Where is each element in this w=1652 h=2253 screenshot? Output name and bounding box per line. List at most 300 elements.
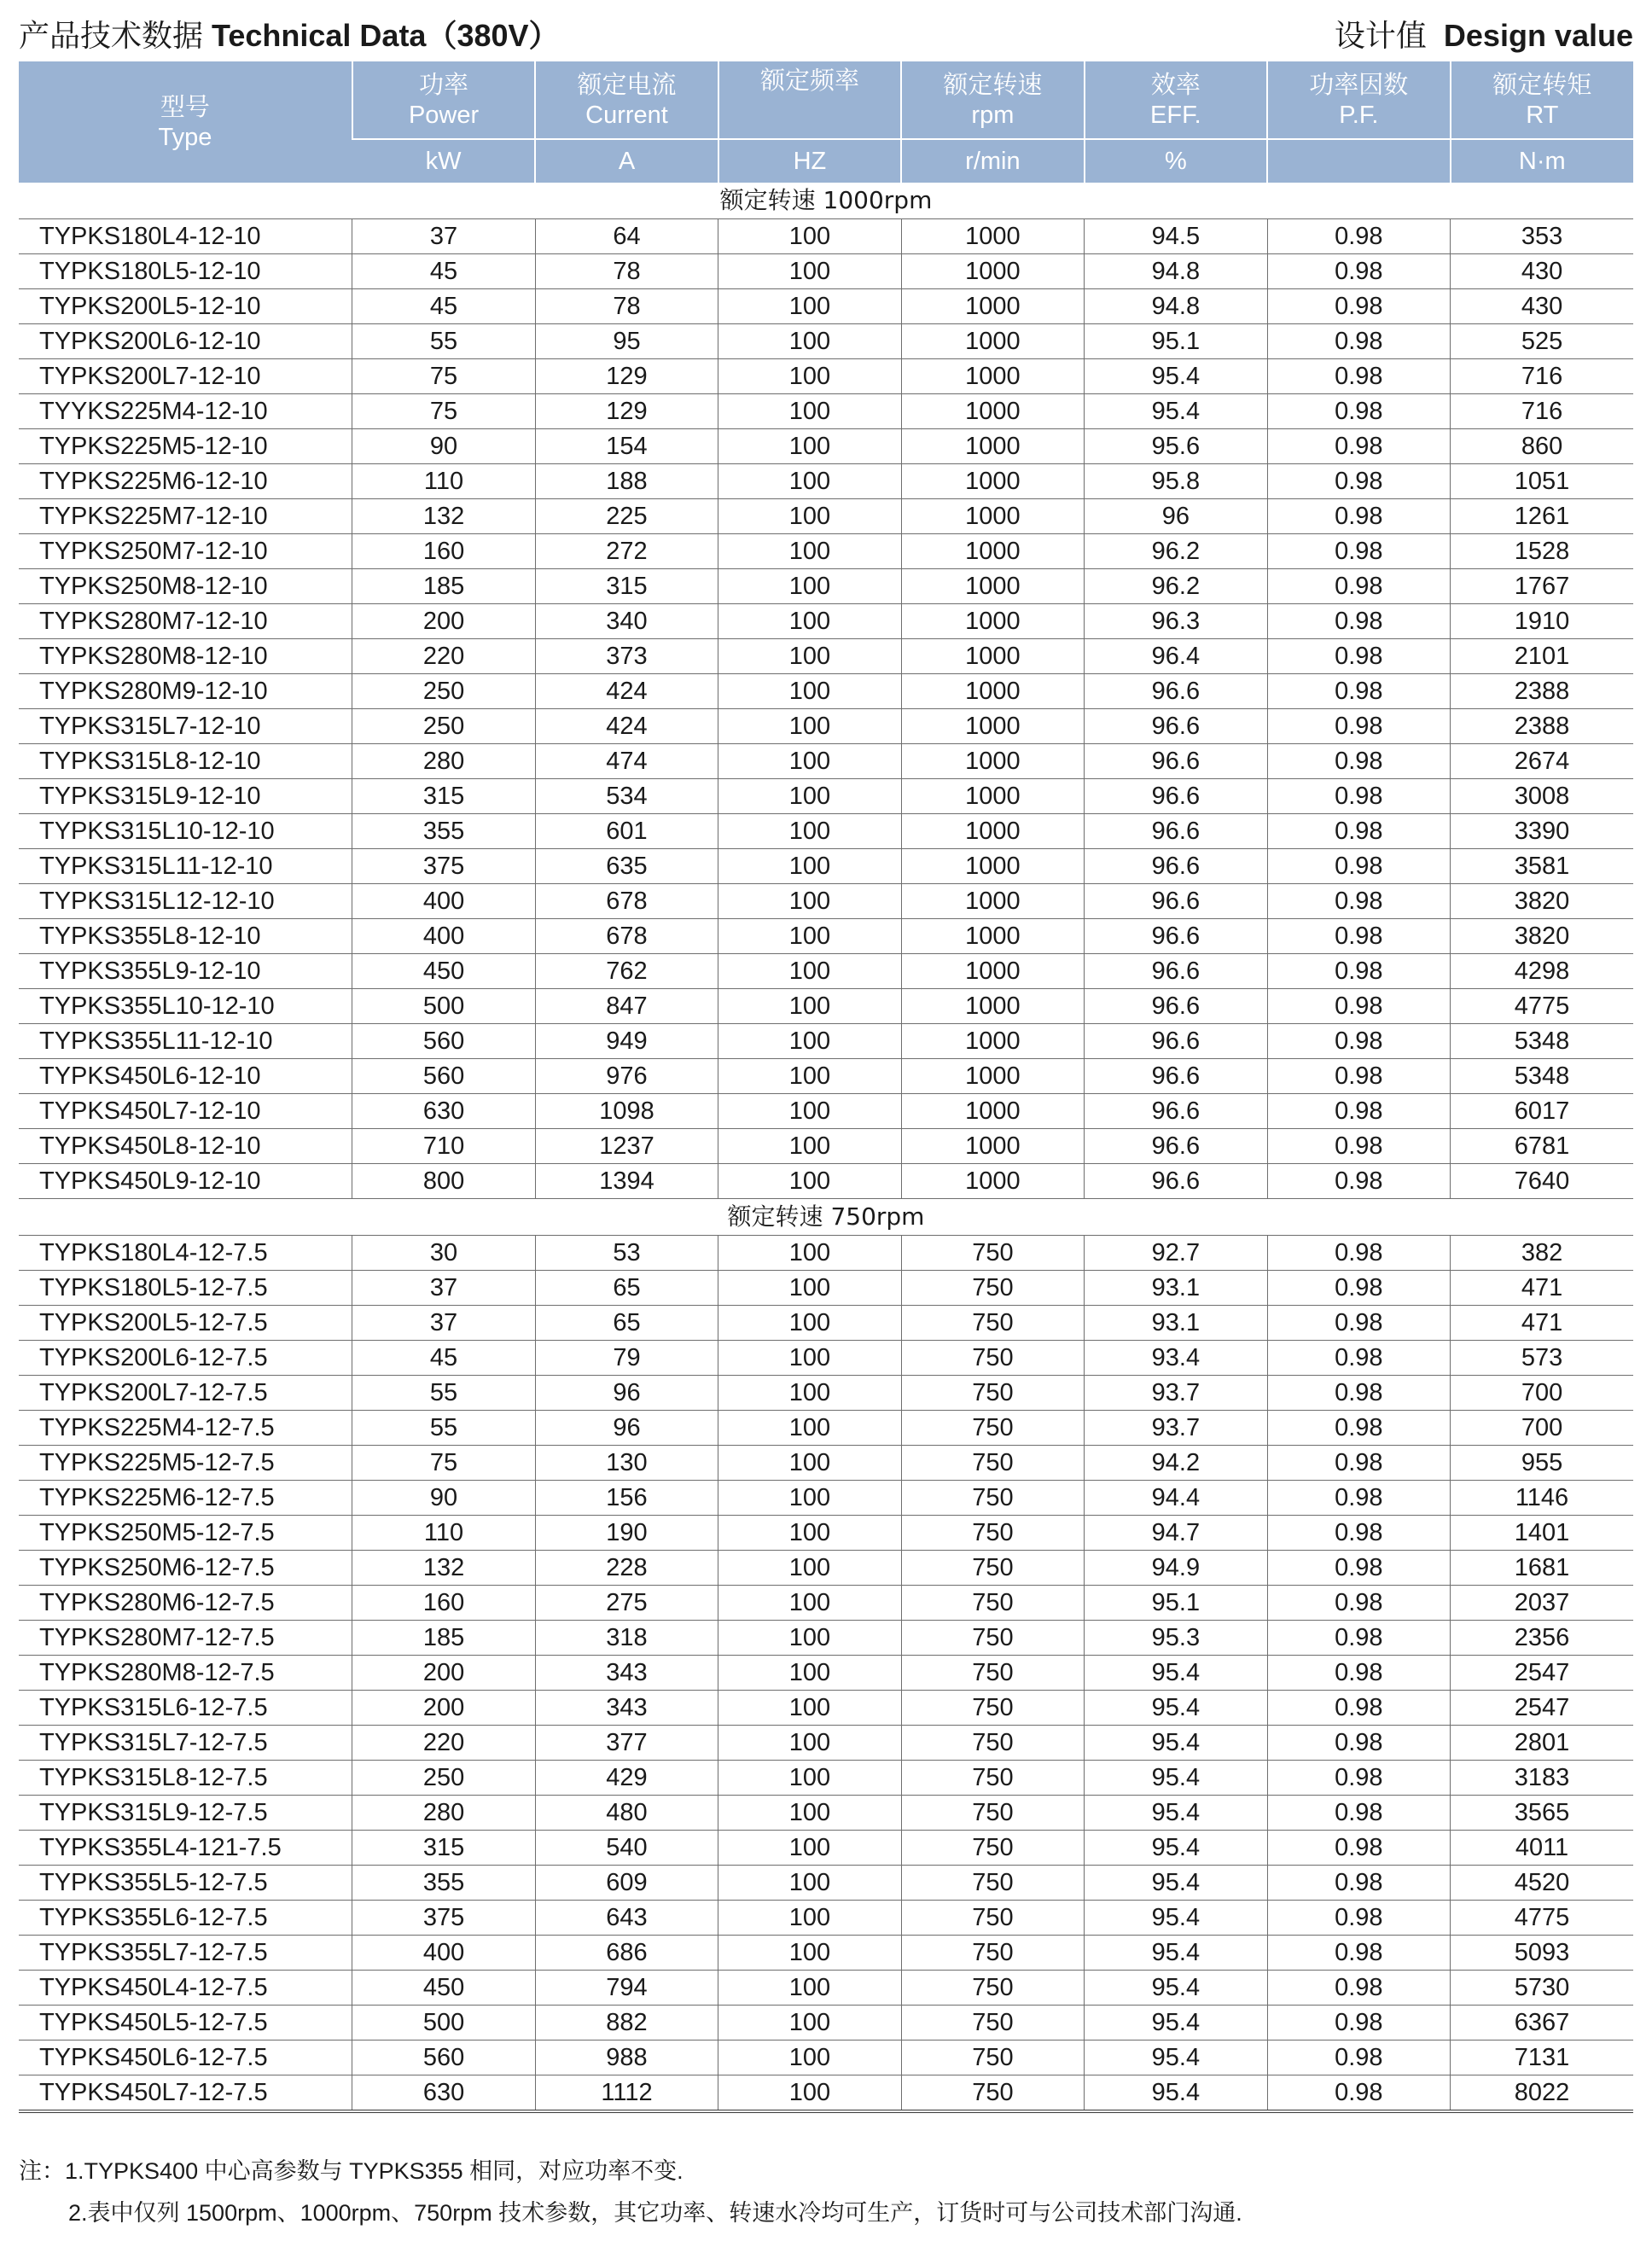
type-cell: TYPKS450L6-12-10 — [19, 1059, 352, 1094]
type-cell: TYPKS315L9-12-7.5 — [19, 1796, 352, 1831]
value-cell: 100 — [718, 954, 901, 989]
table-row — [19, 324, 1633, 359]
type-cell: TYPKS250M5-12-7.5 — [19, 1516, 352, 1551]
value-cell: 3390 — [1451, 814, 1633, 849]
table-row — [19, 1306, 1633, 1341]
table-row — [19, 464, 1633, 499]
value-cell: 100 — [718, 1271, 901, 1306]
value-cell: 100 — [718, 1164, 901, 1199]
value-cell: 96.2 — [1085, 534, 1267, 569]
value-cell: 94.2 — [1085, 1446, 1267, 1481]
value-cell: 225 — [535, 499, 718, 534]
note-1: 注：1.TYPKS400 中心高参数与 TYPKS355 相同，对应功率不变. — [19, 2158, 683, 2185]
value-cell: 1000 — [901, 1164, 1084, 1199]
value-cell: 1000 — [901, 534, 1084, 569]
value-cell: 95.8 — [1085, 464, 1267, 499]
value-cell: 424 — [535, 709, 718, 744]
value-cell: 0.98 — [1267, 499, 1450, 534]
value-cell: 2547 — [1451, 1656, 1633, 1691]
value-cell: 93.1 — [1085, 1271, 1267, 1306]
value-cell: 96.6 — [1085, 1129, 1267, 1164]
type-cell: TYPKS225M6-12-7.5 — [19, 1481, 352, 1516]
value-cell: 430 — [1451, 254, 1633, 289]
value-cell: 0.98 — [1267, 1446, 1450, 1481]
table-row — [19, 219, 1633, 254]
value-cell: 96.6 — [1085, 814, 1267, 849]
table-row — [19, 919, 1633, 954]
table-row — [19, 744, 1633, 779]
value-cell: 3183 — [1451, 1761, 1633, 1796]
table-row — [19, 779, 1633, 814]
value-cell: 100 — [718, 2075, 901, 2112]
value-cell: 3565 — [1451, 1796, 1633, 1831]
table-row — [19, 1481, 1633, 1516]
value-cell: 750 — [901, 1866, 1084, 1901]
value-cell: 95.4 — [1085, 1936, 1267, 1971]
value-cell: 750 — [901, 1411, 1084, 1446]
header-efficiency: 效率 EFF. — [1085, 61, 1267, 139]
value-cell: 55 — [352, 324, 535, 359]
value-cell: 96.6 — [1085, 1059, 1267, 1094]
value-cell: 100 — [718, 1971, 901, 2006]
value-cell: 750 — [901, 2075, 1084, 2112]
value-cell: 93.7 — [1085, 1376, 1267, 1411]
value-cell: 2674 — [1451, 744, 1633, 779]
value-cell: 0.98 — [1267, 534, 1450, 569]
value-cell: 630 — [352, 2075, 535, 2112]
footnotes — [19, 2151, 1242, 2233]
type-cell: TYPKS200L6-12-10 — [19, 324, 352, 359]
value-cell: 0.98 — [1267, 1936, 1450, 1971]
type-cell: TYPKS450L5-12-7.5 — [19, 2006, 352, 2041]
value-cell: 0.98 — [1267, 1376, 1450, 1411]
value-cell: 6367 — [1451, 2006, 1633, 2041]
value-cell: 100 — [718, 1866, 901, 1901]
type-cell: TYPKS280M6-12-7.5 — [19, 1586, 352, 1621]
value-cell: 100 — [718, 1586, 901, 1621]
value-cell: 100 — [718, 884, 901, 919]
value-cell: 1000 — [901, 779, 1084, 814]
value-cell: 1000 — [901, 639, 1084, 674]
type-cell: TYPKS200L5-12-10 — [19, 289, 352, 324]
value-cell: 200 — [352, 1691, 535, 1726]
value-cell: 200 — [352, 1656, 535, 1691]
type-cell: TYPKS280M7-12-7.5 — [19, 1621, 352, 1656]
value-cell: 100 — [718, 569, 901, 604]
table-row — [19, 499, 1633, 534]
value-cell: 750 — [901, 1796, 1084, 1831]
type-cell: TYPKS315L11-12-10 — [19, 849, 352, 884]
value-cell: 860 — [1451, 429, 1633, 464]
value-cell: 4298 — [1451, 954, 1633, 989]
value-cell: 560 — [352, 1024, 535, 1059]
value-cell: 1000 — [901, 429, 1084, 464]
table-row — [19, 1164, 1633, 1199]
value-cell: 185 — [352, 1621, 535, 1656]
value-cell: 95.4 — [1085, 1796, 1267, 1831]
value-cell: 0.98 — [1267, 359, 1450, 394]
value-cell: 100 — [718, 1236, 901, 1271]
value-cell: 1146 — [1451, 1481, 1633, 1516]
value-cell: 100 — [718, 1761, 901, 1796]
value-cell: 643 — [535, 1901, 718, 1936]
value-cell: 94.9 — [1085, 1551, 1267, 1586]
value-cell: 95.4 — [1085, 1656, 1267, 1691]
type-cell: TYPKS355L4-121-7.5 — [19, 1831, 352, 1866]
value-cell: 1261 — [1451, 499, 1633, 534]
type-cell: TYPKS315L10-12-10 — [19, 814, 352, 849]
value-cell: 1401 — [1451, 1516, 1633, 1551]
value-cell: 0.98 — [1267, 1691, 1450, 1726]
value-cell: 100 — [718, 429, 901, 464]
unit-power: kW — [352, 139, 535, 183]
section-row — [19, 1199, 1633, 1236]
value-cell: 560 — [352, 2041, 535, 2075]
value-cell: 1098 — [535, 1094, 718, 1129]
value-cell: 0.98 — [1267, 1236, 1450, 1271]
value-cell: 1000 — [901, 219, 1084, 254]
table-row — [19, 1271, 1633, 1306]
value-cell: 7131 — [1451, 2041, 1633, 2075]
value-cell: 53 — [535, 1236, 718, 1271]
value-cell: 156 — [535, 1481, 718, 1516]
type-cell: TYPKS315L8-12-7.5 — [19, 1761, 352, 1796]
value-cell: 92.7 — [1085, 1236, 1267, 1271]
value-cell: 710 — [352, 1129, 535, 1164]
value-cell: 96.2 — [1085, 569, 1267, 604]
value-cell: 4775 — [1451, 1901, 1633, 1936]
table-row — [19, 2006, 1633, 2041]
value-cell: 100 — [718, 639, 901, 674]
value-cell: 100 — [718, 2006, 901, 2041]
value-cell: 750 — [901, 1271, 1084, 1306]
value-cell: 100 — [718, 1516, 901, 1551]
type-cell: TYPKS450L6-12-7.5 — [19, 2041, 352, 2075]
value-cell: 450 — [352, 954, 535, 989]
value-cell: 750 — [901, 1831, 1084, 1866]
value-cell: 250 — [352, 709, 535, 744]
value-cell: 79 — [535, 1341, 718, 1376]
table-row — [19, 289, 1633, 324]
value-cell: 678 — [535, 919, 718, 954]
value-cell: 95.4 — [1085, 1761, 1267, 1796]
value-cell: 55 — [352, 1411, 535, 1446]
value-cell: 794 — [535, 1971, 718, 2006]
value-cell: 0.98 — [1267, 1306, 1450, 1341]
value-cell: 1000 — [901, 954, 1084, 989]
type-cell: TYPKS200L5-12-7.5 — [19, 1306, 352, 1341]
table-row — [19, 1094, 1633, 1129]
table-row — [19, 1376, 1633, 1411]
value-cell: 7640 — [1451, 1164, 1633, 1199]
value-cell: 343 — [535, 1691, 718, 1726]
value-cell: 100 — [718, 1726, 901, 1761]
value-cell: 1051 — [1451, 464, 1633, 499]
unit-current: A — [535, 139, 718, 183]
value-cell: 0.98 — [1267, 1129, 1450, 1164]
value-cell: 424 — [535, 674, 718, 709]
value-cell: 0.98 — [1267, 989, 1450, 1024]
value-cell: 5348 — [1451, 1059, 1633, 1094]
value-cell: 132 — [352, 499, 535, 534]
value-cell: 100 — [718, 1306, 901, 1341]
type-cell: TYPKS180L5-12-10 — [19, 254, 352, 289]
title-en: Technical Data（380V） — [212, 18, 560, 53]
value-cell: 315 — [535, 569, 718, 604]
value-cell: 228 — [535, 1551, 718, 1586]
table-row — [19, 1656, 1633, 1691]
value-cell: 100 — [718, 1831, 901, 1866]
type-cell: TYPKS315L9-12-10 — [19, 779, 352, 814]
value-cell: 100 — [718, 709, 901, 744]
value-cell: 132 — [352, 1551, 535, 1586]
table-row — [19, 1866, 1633, 1901]
value-cell: 37 — [352, 219, 535, 254]
value-cell: 429 — [535, 1761, 718, 1796]
value-cell: 110 — [352, 464, 535, 499]
value-cell: 95.4 — [1085, 2075, 1267, 2112]
value-cell: 0.98 — [1267, 1901, 1450, 1936]
value-cell: 750 — [901, 1621, 1084, 1656]
value-cell: 100 — [718, 394, 901, 429]
value-cell: 847 — [535, 989, 718, 1024]
value-cell: 1000 — [901, 1129, 1084, 1164]
value-cell: 100 — [718, 1936, 901, 1971]
value-cell: 1000 — [901, 744, 1084, 779]
type-cell: TYPKS355L11-12-10 — [19, 1024, 352, 1059]
value-cell: 6017 — [1451, 1094, 1633, 1129]
table-row — [19, 1236, 1633, 1271]
value-cell: 129 — [535, 359, 718, 394]
value-cell: 200 — [352, 604, 535, 639]
value-cell: 750 — [901, 1691, 1084, 1726]
value-cell: 0.98 — [1267, 1271, 1450, 1306]
value-cell: 95.4 — [1085, 1866, 1267, 1901]
value-cell: 750 — [901, 1586, 1084, 1621]
table-row — [19, 1691, 1633, 1726]
value-cell: 190 — [535, 1516, 718, 1551]
table-row — [19, 429, 1633, 464]
value-cell: 0.98 — [1267, 464, 1450, 499]
value-cell: 471 — [1451, 1306, 1633, 1341]
value-cell: 93.4 — [1085, 1341, 1267, 1376]
value-cell: 988 — [535, 2041, 718, 2075]
value-cell: 95.4 — [1085, 359, 1267, 394]
table-row — [19, 1621, 1633, 1656]
table-header — [19, 61, 1633, 183]
value-cell: 1000 — [901, 919, 1084, 954]
value-cell: 1112 — [535, 2075, 718, 2112]
value-cell: 716 — [1451, 359, 1633, 394]
note-2: 2.表中仅列 1500rpm、1000rpm、750rpm 技术参数，其它功率、转速水冷均可生产，订货时可与公司技术部门沟通. — [68, 2200, 1242, 2226]
value-cell: 716 — [1451, 394, 1633, 429]
value-cell: 95.4 — [1085, 1901, 1267, 1936]
value-cell: 750 — [901, 1761, 1084, 1796]
value-cell: 0.98 — [1267, 954, 1450, 989]
design-value-cn: 设计值 — [1334, 19, 1427, 54]
value-cell: 0.98 — [1267, 2041, 1450, 2075]
value-cell: 534 — [535, 779, 718, 814]
value-cell: 343 — [535, 1656, 718, 1691]
table-row — [19, 884, 1633, 919]
value-cell: 0.98 — [1267, 569, 1450, 604]
type-cell: TYPKS450L7-12-7.5 — [19, 2075, 352, 2112]
value-cell: 96.6 — [1085, 849, 1267, 884]
type-cell: TYPKS315L8-12-10 — [19, 744, 352, 779]
table-row — [19, 1516, 1633, 1551]
value-cell: 355 — [352, 814, 535, 849]
value-cell: 100 — [718, 289, 901, 324]
value-cell: 355 — [352, 1866, 535, 1901]
value-cell: 1000 — [901, 289, 1084, 324]
value-cell: 90 — [352, 1481, 535, 1516]
table-row — [19, 2041, 1633, 2075]
value-cell: 750 — [901, 1971, 1084, 2006]
value-cell: 500 — [352, 989, 535, 1024]
value-cell: 0.98 — [1267, 254, 1450, 289]
value-cell: 678 — [535, 884, 718, 919]
value-cell: 96.6 — [1085, 744, 1267, 779]
type-cell: TYYKS225M4-12-10 — [19, 394, 352, 429]
table-row — [19, 1586, 1633, 1621]
value-cell: 96.6 — [1085, 1024, 1267, 1059]
value-cell: 0.98 — [1267, 1656, 1450, 1691]
value-cell: 474 — [535, 744, 718, 779]
value-cell: 160 — [352, 534, 535, 569]
value-cell: 272 — [535, 534, 718, 569]
value-cell: 95.4 — [1085, 1971, 1267, 2006]
value-cell: 96 — [535, 1411, 718, 1446]
value-cell: 1528 — [1451, 534, 1633, 569]
table-body — [19, 183, 1633, 2111]
value-cell: 2388 — [1451, 709, 1633, 744]
value-cell: 100 — [718, 1094, 901, 1129]
value-cell: 750 — [901, 1481, 1084, 1516]
value-cell: 4520 — [1451, 1866, 1633, 1901]
table-row — [19, 1971, 1633, 2006]
value-cell: 635 — [535, 849, 718, 884]
value-cell: 800 — [352, 1164, 535, 1199]
value-cell: 100 — [718, 1621, 901, 1656]
value-cell: 100 — [718, 1059, 901, 1094]
value-cell: 95 — [535, 324, 718, 359]
value-cell: 30 — [352, 1236, 535, 1271]
value-cell: 382 — [1451, 1236, 1633, 1271]
value-cell: 0.98 — [1267, 1094, 1450, 1129]
type-cell: TYPKS250M8-12-10 — [19, 569, 352, 604]
value-cell: 2801 — [1451, 1726, 1633, 1761]
value-cell: 95.1 — [1085, 1586, 1267, 1621]
value-cell: 250 — [352, 1761, 535, 1796]
table-row — [19, 569, 1633, 604]
page-title — [19, 12, 560, 55]
value-cell: 0.98 — [1267, 1516, 1450, 1551]
value-cell: 280 — [352, 744, 535, 779]
value-cell: 5348 — [1451, 1024, 1633, 1059]
table-row — [19, 1796, 1633, 1831]
value-cell: 1000 — [901, 499, 1084, 534]
value-cell: 93.1 — [1085, 1306, 1267, 1341]
value-cell: 750 — [901, 1936, 1084, 1971]
value-cell: 96.6 — [1085, 954, 1267, 989]
value-cell: 100 — [718, 534, 901, 569]
value-cell: 95.4 — [1085, 1726, 1267, 1761]
value-cell: 75 — [352, 1446, 535, 1481]
value-cell: 220 — [352, 639, 535, 674]
table-row — [19, 2075, 1633, 2112]
value-cell: 540 — [535, 1831, 718, 1866]
value-cell: 94.8 — [1085, 289, 1267, 324]
value-cell: 0.98 — [1267, 814, 1450, 849]
value-cell: 0.98 — [1267, 219, 1450, 254]
value-cell: 601 — [535, 814, 718, 849]
unit-speed: r/min — [901, 139, 1084, 183]
value-cell: 1767 — [1451, 569, 1633, 604]
value-cell: 37 — [352, 1306, 535, 1341]
value-cell: 1000 — [901, 254, 1084, 289]
value-cell: 100 — [718, 1656, 901, 1691]
design-value-label — [1335, 12, 1633, 55]
value-cell: 100 — [718, 1129, 901, 1164]
table-row — [19, 1129, 1633, 1164]
unit-efficiency: % — [1085, 139, 1267, 183]
value-cell: 3581 — [1451, 849, 1633, 884]
type-cell: TYPKS355L9-12-10 — [19, 954, 352, 989]
value-cell: 65 — [535, 1271, 718, 1306]
value-cell: 0.98 — [1267, 1551, 1450, 1586]
value-cell: 750 — [901, 1236, 1084, 1271]
type-cell: TYPKS280M7-12-10 — [19, 604, 352, 639]
type-cell: TYPKS200L7-12-10 — [19, 359, 352, 394]
value-cell: 315 — [352, 1831, 535, 1866]
value-cell: 100 — [718, 1411, 901, 1446]
value-cell: 6781 — [1451, 1129, 1633, 1164]
value-cell: 45 — [352, 1341, 535, 1376]
value-cell: 2101 — [1451, 639, 1633, 674]
value-cell: 1000 — [901, 324, 1084, 359]
value-cell: 94.8 — [1085, 254, 1267, 289]
value-cell: 0.98 — [1267, 919, 1450, 954]
value-cell: 1000 — [901, 989, 1084, 1024]
table-row — [19, 1761, 1633, 1796]
value-cell: 154 — [535, 429, 718, 464]
value-cell: 400 — [352, 884, 535, 919]
technical-data-table — [19, 61, 1633, 2113]
header-frequency: 额定频率 — [718, 61, 901, 139]
type-cell: TYPKS450L7-12-10 — [19, 1094, 352, 1129]
value-cell: 95.4 — [1085, 2006, 1267, 2041]
value-cell: 94.7 — [1085, 1516, 1267, 1551]
value-cell: 976 — [535, 1059, 718, 1094]
table-row — [19, 1831, 1633, 1866]
unit-torque: N·m — [1451, 139, 1633, 183]
value-cell: 100 — [718, 1341, 901, 1376]
value-cell: 95.4 — [1085, 394, 1267, 429]
table-row — [19, 1726, 1633, 1761]
type-cell: TYPKS280M8-12-7.5 — [19, 1656, 352, 1691]
value-cell: 96 — [1085, 499, 1267, 534]
table-row — [19, 639, 1633, 674]
value-cell: 100 — [718, 254, 901, 289]
value-cell: 75 — [352, 394, 535, 429]
table-row — [19, 1411, 1633, 1446]
value-cell: 0.98 — [1267, 324, 1450, 359]
value-cell: 1000 — [901, 464, 1084, 499]
value-cell: 95.6 — [1085, 429, 1267, 464]
value-cell: 45 — [352, 289, 535, 324]
value-cell: 0.98 — [1267, 709, 1450, 744]
type-cell: TYPKS225M4-12-7.5 — [19, 1411, 352, 1446]
